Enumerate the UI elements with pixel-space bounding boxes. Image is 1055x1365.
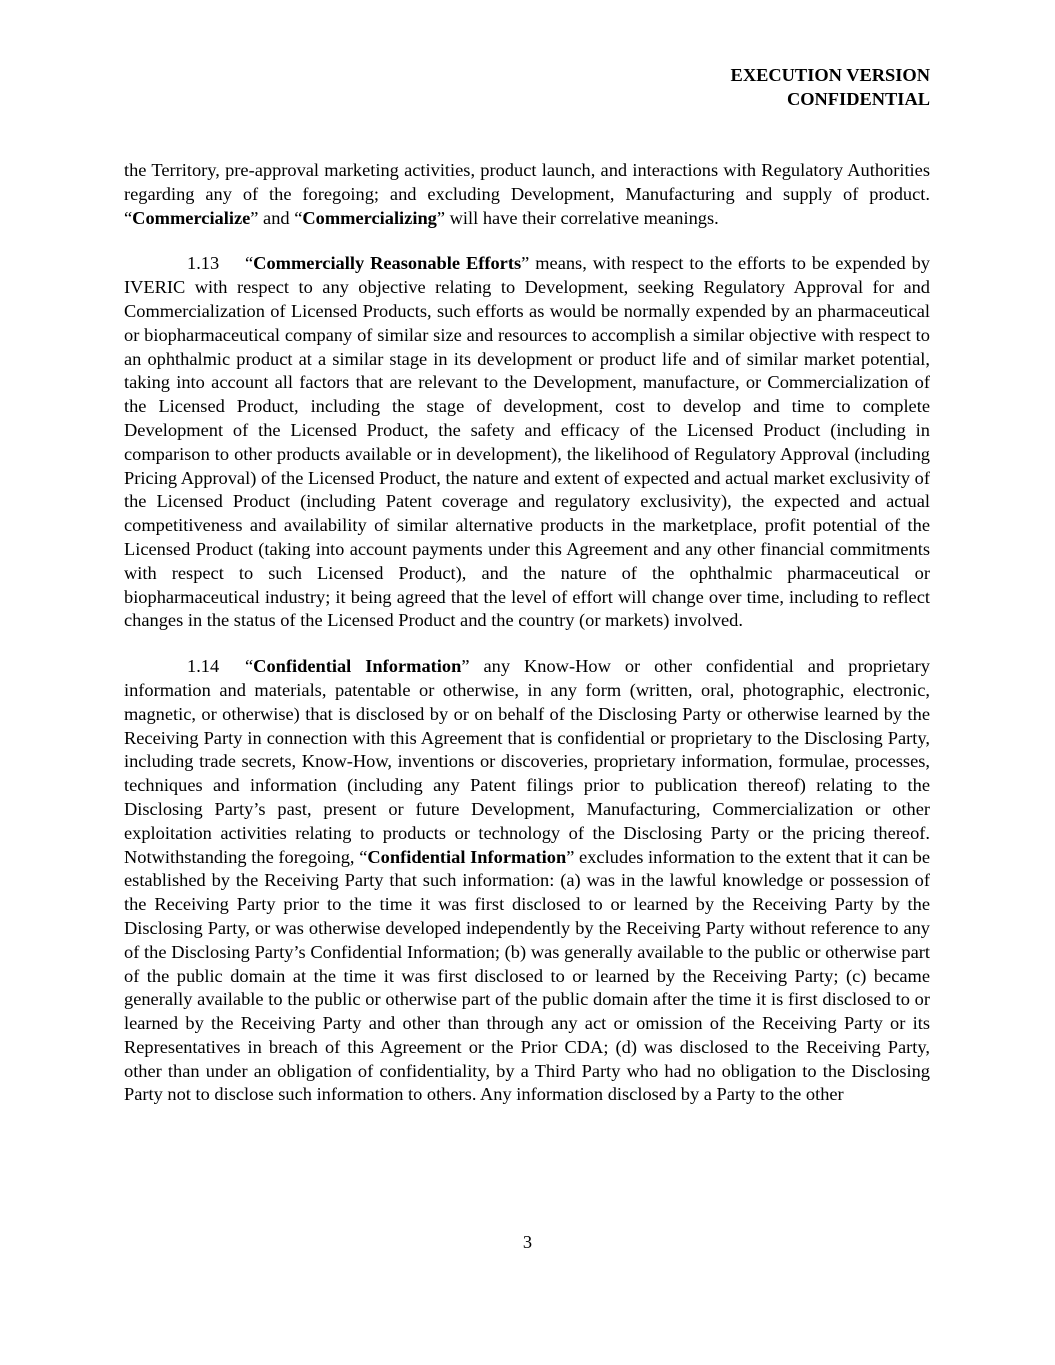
term-confidential-information: Confidential Information (253, 656, 462, 677)
term-commercializing: Commercializing (302, 207, 437, 228)
term-commercially-reasonable-efforts: Commercially Reasonable Efforts (253, 253, 522, 274)
continuation-text-b: ” and “ (250, 207, 303, 228)
document-body (124, 159, 930, 1129)
section-1-13-text: ” means, with respect to the efforts to be expended by IVERIC with respect to any objective relating to Development, seeking Regulatory Approval for and Commercialization of Licensed Products, such efforts as would be normally expended by an pharmaceutical or biopharmaceutical company of similar size and resources to accomplish a similar objective with respect to an ophthalmic product at a similar stage in its development or product life and of similar market potential, taking into account all factors that are relevant to the Development, manufacture, or Commercialization of the Licensed Product, including the stage of development, cost to develop and time to complete Development of the Licensed Product, the safety and efficacy of the Licensed Product (including in comparison to other products available or in development), the likelihood of Regulatory Approval (including Pricing Approval) of the Licensed Product, the nature and extent of expected and actual market exclusivity of the Licensed Product (including Patent coverage and regulatory exclusivity), the expected and actual competitiveness and availability of similar alternative products in the marketplace, profit potential of the Licensed Product (taking into account payments under this Agreement and any other financial commitments with respect to such Licensed Product), and the nature of the ophthalmic pharmaceutical or biopharmaceutical industry; it being agreed that the level of effort will change over time, including to reflect changes in the status of the Licensed Product and the country (or markets) involved. (124, 253, 930, 631)
section-1-14 (124, 655, 930, 1107)
continuation-paragraph (124, 159, 930, 230)
confidential-label: CONFIDENTIAL (786, 89, 930, 109)
continuation-text-a: the Territory, pre-approval marketing activities, product launch, and interactions with Regulatory Authorities regarding any of the foregoing; and excluding Development, Manufacturing and supply of product. “ (124, 160, 930, 228)
section-number-1-13: 1.13 (187, 253, 220, 274)
section-1-13-open-quote: “ (245, 253, 254, 274)
section-1-14-text-a: ” any Know-How or other confidential and proprietary information and materials, patentable or otherwise, in any form (written, oral, photographic, electronic, magnetic, or otherwise) that is disclosed by or on behalf of the Disclosing Party or otherwise learned by the Receiving Party in connection with this Agreement that is confidential or proprietary to the Disclosing Party, including trade secrets, Know-How, inventions or discoveries, proprietary information, formulae, processes, techniques and information (including any Patent filings prior to publication thereof) relating to the Disclosing Party’s past, present or future Development, Manufacturing, Commercialization or other exploitation activities relating to products or technology of the Disclosing Party or the pricing thereof. Notwithstanding the foregoing, “ (124, 656, 930, 867)
section-1-14-open-quote: “ (245, 656, 254, 677)
execution-version-label: EXECUTION VERSION (730, 65, 930, 85)
term-confidential-information-2: Confidential Information (367, 846, 567, 867)
section-1-13 (124, 252, 930, 633)
section-1-14-text-b: ” excludes information to the extent that it can be established by the Receiving Party that such information: (a) was in the lawful knowledge or possession of the Receiving Party prior to the time it was first disclosed to or learned by the Receiving Party by the Disclosing Party, or was otherwise developed independently by the Receiving Party without reference to any of the Disclosing Party’s Confidential Information; (b) was generally available to the public or otherwise part of the public domain at the time it was first disclosed to or learned by the Receiving Party; (c) became generally available to the public or otherwise part of the public domain after the time it is first disclosed to or learned by the Receiving Party and other than through any act or omission of the Receiving Party or its Representatives in breach of this Agreement or the Prior CDA; (d) was disclosed to the Receiving Party, other than under an obligation of confidentiality, by a Third Party who had no obligation to the Disclosing Party not to disclose such information to others. Any information disclosed by a Party to the other (124, 846, 931, 1105)
section-number-1-14: 1.14 (187, 656, 220, 677)
document-header (731, 63, 930, 111)
term-commercialize: Commercialize (132, 207, 251, 228)
page-number: 3 (522, 1232, 533, 1252)
continuation-text-c: ” will have their correlative meanings. (436, 207, 719, 228)
